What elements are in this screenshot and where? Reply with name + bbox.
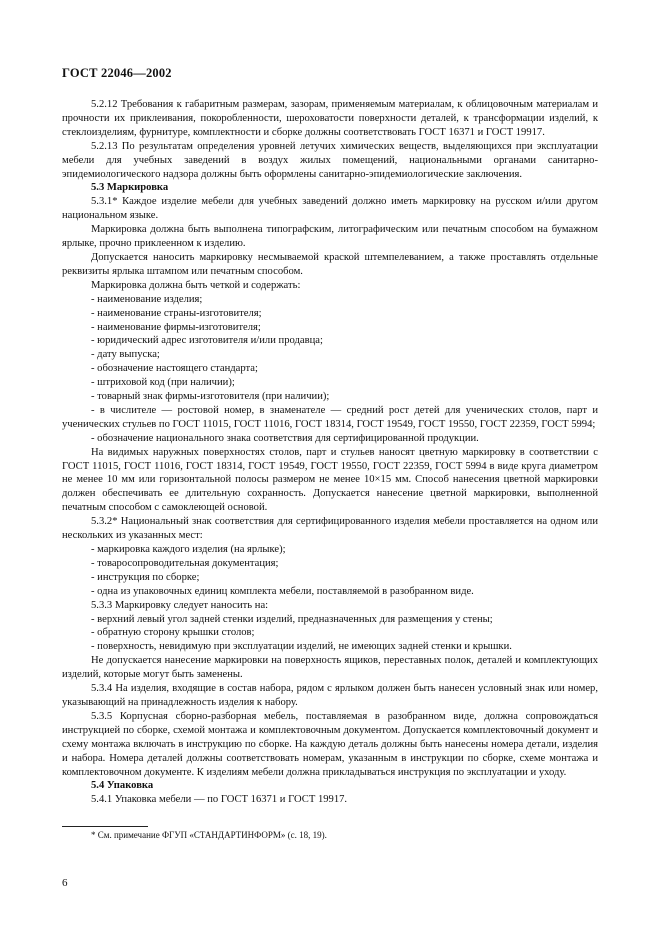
section-heading: 5.4 Упаковка bbox=[91, 780, 154, 792]
list-item: - штриховой код (при наличии); bbox=[91, 377, 235, 389]
paragraph: 5.4.1 Упаковка мебели — по ГОСТ 16371 и ГОСТ 19917. bbox=[91, 794, 348, 806]
document-header: ГОСТ 22046—2002 bbox=[62, 66, 172, 80]
paragraph: 5.2.12 Требования к габаритным размерам, зазорам, применяемым материалам, к облицовочным материалам и прочности их приклеивания, покоробленности, шероховатости поверхности деталей, к трансформации изделий, к стеклоизделиям, фурнитуре, комплектности и сборке должны соответствовать ГОСТ 16371 и ГОСТ 19917. bbox=[62, 99, 598, 138]
list-item: - инструкция по сборке; bbox=[91, 571, 200, 583]
paragraph: 5.3.2* Национальный знак соответствия для сертифицированного изделия мебели проставляется на одном или нескольких из указанных мест: bbox=[62, 516, 598, 542]
page-number: 6 bbox=[62, 877, 68, 889]
footnote: * См. примечание ФГУП «СТАНДАРТИНФОРМ» (с. 18, 19). bbox=[91, 830, 327, 840]
list-item: - товаросопроводительная документация; bbox=[91, 557, 279, 569]
list-item: - обозначение настоящего стандарта; bbox=[91, 363, 258, 375]
list-item: - одна из упаковочных единиц комплекта мебели, поставляемой в разобранном виде. bbox=[91, 585, 474, 597]
paragraph: 5.3.3 Маркировку следует наносить на: bbox=[91, 599, 269, 611]
list-item: - верхний левый угол задней стенки изделий, предназначенных для размещения у стены; bbox=[91, 613, 493, 625]
list-item: - обозначение национального знака соответствия для сертифицированной продукции. bbox=[91, 432, 479, 444]
paragraph: Маркировка должна быть выполнена типографским, литографическим или печатным способом на бумажном ярлыке, прочно приклеенном к изделию. bbox=[62, 224, 598, 250]
paragraph: На видимых наружных поверхностях столов, парт и стульев наносят цветную маркировку в соответствии с ГОСТ 11015, ГОСТ 11016, ГОСТ 18314, ГОСТ 19549, ГОСТ 19550, ГОСТ 22359, ГОСТ 5994 в виде круга диаметром не менее 10 мм или горизонтальной полосы размером не менее 10×15 мм. Способ нанесения цветной маркировки должен обеспечивать ее длительную сохранность. Допускается нанесение цветной маркировки, выполненной печатным способом с самоклеющей основой. bbox=[62, 446, 598, 514]
paragraph: Не допускается нанесение маркировки на поверхность ящиков, переставных полок, деталей и комплектующих изделий, которые могут быть заменены. bbox=[62, 655, 598, 681]
list-item: - товарный знак фирмы-изготовителя (при наличии); bbox=[91, 391, 330, 403]
paragraph: Допускается наносить маркировку несмываемой краской штемпелеванием, а также проставлять отдельные реквизиты ярлыка штампом или печатным способом. bbox=[62, 251, 598, 277]
paragraph: 5.2.13 По результатам определения уровней летучих химических веществ, выделяющихся при эксплуатации мебели для учебных заведений в воздух жилых помещений, национальными органами санитарно-эпидемиологического надзора должны быть оформлены санитарно-эпидемиологические заключения. bbox=[62, 140, 598, 180]
footnote-divider bbox=[62, 826, 148, 827]
list-item: - дату выпуска; bbox=[91, 349, 160, 361]
section-heading: 5.3 Маркировка bbox=[91, 182, 169, 194]
list-item: - юридический адрес изготовителя и/или продавца; bbox=[91, 335, 323, 347]
paragraph: 5.3.1* Каждое изделие мебели для учебных заведений должно иметь маркировку на русском и/или другом национальном языке. bbox=[62, 196, 598, 222]
list-item: - поверхность, невидимую при эксплуатации изделий, не имеющих задней стенки и крышки. bbox=[91, 641, 512, 653]
list-item: - наименование страны-изготовителя; bbox=[91, 307, 262, 319]
list-item: - маркировка каждого изделия (на ярлыке); bbox=[91, 544, 286, 555]
list-item: - наименование фирмы-изготовителя; bbox=[91, 321, 261, 333]
paragraph: 5.3.5 Корпусная сборно-разборная мебель, поставляемая в разобранном виде, должна сопровождаться инструкцией по сборке, схемой монтажа и комплектовочным документом. Допускается комплектовочный документ и схему монтажа включать в инструкцию по сборке. На каждую деталь должны быть нанесены номера детали, изделия и набора. Номера деталей должны соответствовать номерам, указанным в инструкции по сборке, схеме монтажа и комплектовочном документе. К изделиям мебели должна прикладываться инструкция по эксплуатации и уходу. bbox=[62, 710, 598, 778]
list-item: - обратную сторону крышки столов; bbox=[91, 627, 255, 639]
paragraph: 5.3.4 На изделия, входящие в состав набора, рядом с ярлыком должен быть нанесен условный знак или номер, указывающий на принадлежность изделия к набору. bbox=[62, 683, 598, 708]
document-body bbox=[62, 98, 598, 807]
list-item: - в числителе — ростовой номер, в знаменателе — средний рост детей для ученических столов, парт и ученических стульев по ГОСТ 11015, ГОСТ 11016, ГОСТ 18314, ГОСТ 19549, ГОСТ 19550, ГОСТ 22359, ГОСТ 5994; bbox=[62, 404, 598, 430]
paragraph: Маркировка должна быть четкой и содержать: bbox=[91, 279, 301, 291]
list-item: - наименование изделия; bbox=[91, 293, 203, 305]
